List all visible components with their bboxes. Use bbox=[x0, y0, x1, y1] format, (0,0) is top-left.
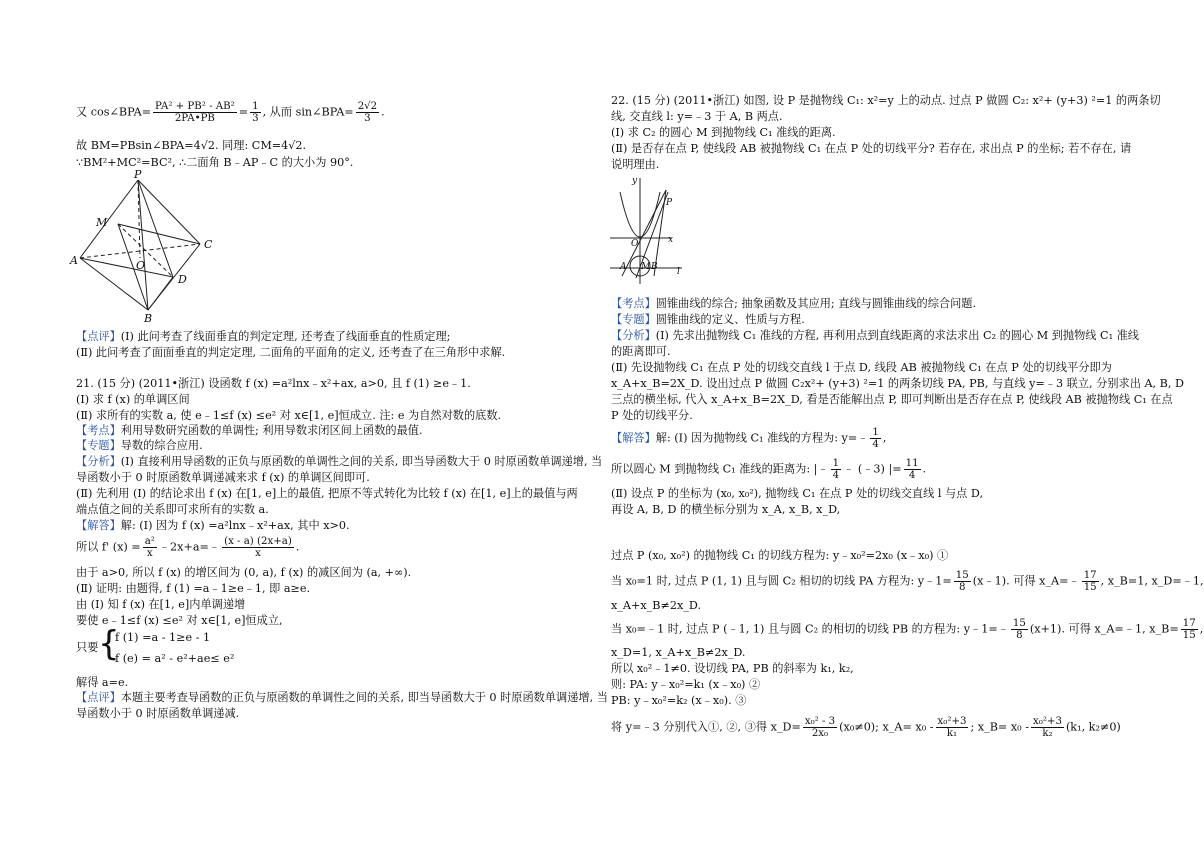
q21-proof: (Ⅱ) 证明: 由题得, f (1) =a﹣1≥e﹣1, 即 a≥e. bbox=[76, 582, 311, 595]
bm-line: 故 BM=PBsin∠BPA=4√2. 同理: CM=4√2. bbox=[76, 139, 307, 152]
fraction bbox=[1031, 716, 1064, 739]
label-p: P bbox=[134, 168, 142, 181]
denominator: 4 bbox=[908, 470, 916, 481]
numerator: 1 bbox=[872, 427, 879, 438]
text: 当 x₀=1 时, 过点 P (1, 1) 且与圆 C₂ 相切的切线 PA 方程为: y﹣1= bbox=[611, 574, 952, 588]
label-x: x bbox=[668, 235, 674, 245]
denominator: x bbox=[255, 548, 261, 559]
fraction bbox=[1011, 618, 1028, 641]
text: 解: (Ⅰ) 因为 f (x) =a²lnx﹣x²+ax, 其中 x>0. bbox=[120, 519, 350, 532]
denominator: x bbox=[146, 548, 153, 559]
edge bbox=[148, 277, 173, 310]
q22-zhuanti bbox=[611, 312, 805, 327]
text: 当 x₀=﹣1 时, 过点 P (﹣1, 1) 且与圆 C₂ 的相切的切线 PB 的方程为: y﹣1=﹣ bbox=[611, 622, 1009, 636]
text: , bbox=[882, 431, 887, 445]
fraction bbox=[803, 716, 837, 739]
text: (Ⅰ) 直接利用导函数的正负与原函数的单调性之间的关系, 即当导函数大于 0 时原函数单调递增, 当 bbox=[120, 455, 603, 468]
text: , bbox=[1199, 622, 1204, 636]
label-l: l bbox=[677, 267, 680, 277]
numerator: 17 bbox=[1182, 618, 1196, 629]
fraction bbox=[954, 570, 971, 593]
denominator: 15 bbox=[1083, 582, 1097, 593]
q22-title-2: 线, 交直线 l: y=﹣3 于 A, B 两点. bbox=[611, 110, 783, 123]
fraction bbox=[356, 101, 379, 124]
tag: 【专题】 bbox=[611, 313, 656, 326]
denominator: 8 bbox=[1016, 630, 1023, 641]
q22-jieda-6 bbox=[611, 570, 1204, 593]
fraction bbox=[831, 458, 841, 481]
denominator: 3 bbox=[364, 113, 371, 124]
q21-zhuanti bbox=[76, 438, 203, 453]
q21-comment-1 bbox=[76, 690, 608, 705]
q22-jieda-3: (Ⅱ) 设点 P 的坐标为 (x₀, x₀²), 抛物线 C₁ 在点 P 处的切线交直线 l 与点 D, bbox=[611, 487, 984, 500]
fraction bbox=[936, 716, 969, 739]
q22-part2: (Ⅱ) 是否存在点 P, 使线段 AB 被抛物线 C₁ 在点 P 处的切线平分? 若存在, 求出点 P 的坐标; 若不存在, 请 bbox=[611, 142, 1132, 155]
fraction bbox=[1082, 570, 1099, 593]
fraction bbox=[250, 101, 260, 124]
text: (k₁, k₂≠0) bbox=[1065, 720, 1121, 734]
numerator: 2√2 bbox=[357, 101, 378, 112]
label-a: A bbox=[70, 254, 78, 267]
pyramid-figure bbox=[70, 170, 220, 325]
q21-comment-2: 导函数小于 0 时原函数单调递减. bbox=[76, 707, 240, 720]
q22-fenxi-6: P 处的切线平分. bbox=[611, 409, 693, 422]
text: 所以 f' (x) = bbox=[76, 540, 141, 554]
q22-jieda-7: x_A+x_B≠2x_D. bbox=[611, 599, 702, 612]
numerator: 1 bbox=[832, 458, 840, 469]
q21-part2: (Ⅱ) 求所有的实数 a, 使 e﹣1≤f (x) ≤e² 对 x∈[1, e]恒成立. 注: e 为自然对数的底数. bbox=[76, 409, 502, 422]
q21-fenxi-3: (Ⅱ) 先利用 (Ⅰ) 的结论求出 f (x) 在[1, e]上的最值, 把原不等式转化为比较 f (x) 在[1, e]上的最值与两 bbox=[76, 487, 578, 500]
q21-mono: 由 (Ⅰ) 知 f (x) 在[1, e]内单调递增 bbox=[76, 598, 246, 611]
fraction bbox=[904, 458, 921, 481]
numerator: 11 bbox=[905, 458, 919, 469]
label-p: P bbox=[666, 198, 673, 208]
q22-fenxi-4: x_A+x_B=2X_D. 设出过点 P 做圆 C₂x²+ (y+3) ²=1 的两条切线 PA, PB, 与直线 y=﹣3 联立, 分别求出 A, B, D bbox=[611, 377, 1184, 390]
q22-jieda-10: 所以 x₀²﹣1≠0. 设切线 PA, PB 的斜率为 k₁, k₂, bbox=[611, 662, 854, 675]
fraction bbox=[870, 427, 880, 450]
system-brace: { bbox=[98, 624, 120, 664]
q22-fenxi-5: 三点的横坐标, 代入 x_A+x_B=2X_D, 看是否能解出点 P, 即可判断出是否存在点 P, 使线段 AB 被抛物线 C₁ 在点 bbox=[611, 393, 1173, 406]
denominator: 4 bbox=[832, 470, 840, 481]
text: = bbox=[238, 105, 249, 119]
q22-jieda-13 bbox=[611, 716, 1121, 739]
q21-jieda-1 bbox=[76, 518, 350, 533]
dihedral-line: ∵BM²+MC²=BC², ∴二面角 B﹣AP﹣C 的大小为 90°. bbox=[76, 156, 354, 169]
numerator: 15 bbox=[955, 570, 969, 581]
q21-condition: 要使 e﹣1≤f (x) ≤e² 对 x∈[1, e]恒成立, bbox=[76, 614, 283, 627]
denominator: 4 bbox=[872, 439, 879, 450]
q22-fenxi-3: (Ⅱ) 先设抛物线 C₁ 在点 P 处的切线交直线 l 于点 D, 线段 AB 被抛物线 C₁ 在点 P 处的切线平分即为 bbox=[611, 361, 1112, 374]
text: , x_B=1, x_D=﹣1, bbox=[1100, 574, 1204, 588]
denominator: 15 bbox=[1182, 630, 1196, 641]
comment-line-2: (Ⅱ) 此问考查了面面垂直的判定定理, 二面角的平面角的定义, 还考查了在三角形中求解. bbox=[76, 346, 506, 359]
q21-part1: (Ⅰ) 求 f (x) 的单调区间 bbox=[76, 393, 190, 406]
text: 本题主要考查导函数的正负与原函数的单调性之间的关系, 即当导函数大于 0 时原函数单调递增, 当 bbox=[120, 691, 608, 704]
fraction bbox=[1181, 618, 1198, 641]
q21-kaodian bbox=[76, 423, 423, 438]
numerator: 17 bbox=[1083, 570, 1097, 581]
text: . bbox=[381, 105, 385, 119]
q21-fenxi-4: 端点值之间的关系即可求所有的实数 a. bbox=[76, 503, 269, 516]
denominator: k₁ bbox=[946, 728, 958, 739]
text: , 从而 sin∠BPA= bbox=[262, 105, 354, 119]
denominator: 2x₀ bbox=[811, 728, 829, 739]
text: (Ⅰ) 先求出抛物线 C₁ 准线的方程, 再利用点到直线距离的求法求出 C₂ 的圆心 M 到抛物线 C₁ 准线 bbox=[655, 329, 1139, 342]
q21-fenxi-2: 导函数小于 0 时原函数单调递减来求 f (x) 的单调区间即可. bbox=[76, 471, 370, 484]
numerator: x₀² - 3 bbox=[804, 716, 836, 727]
comment-line-1 bbox=[76, 329, 450, 344]
label-c: C bbox=[204, 238, 213, 251]
label-y: y bbox=[632, 176, 638, 186]
parabola-figure bbox=[606, 172, 696, 287]
denominator: k₂ bbox=[1042, 728, 1053, 739]
q22-part1: (Ⅰ) 求 C₂ 的圆心 M 到抛物线 C₁ 准线的距离. bbox=[611, 126, 836, 139]
edge bbox=[80, 180, 138, 258]
text: (Ⅰ) 此问考查了线面垂直的判定定理, 还考查了线面垂直的性质定理; bbox=[120, 330, 451, 343]
label-b: B bbox=[144, 312, 153, 325]
q22-jieda-1 bbox=[611, 427, 886, 450]
text: 利用导数研究函数的单调性; 利用导数求闭区间上函数的最值. bbox=[120, 424, 423, 437]
q22-jieda-11: 则: PA: y﹣x₀²=k₁ (x﹣x₀) ② bbox=[611, 678, 761, 691]
fraction bbox=[153, 101, 237, 124]
cos-formula-line bbox=[76, 101, 385, 124]
tag: 【考点】 bbox=[76, 424, 121, 437]
edge bbox=[138, 180, 200, 244]
label-o: O bbox=[136, 259, 146, 272]
label-o: O bbox=[631, 239, 639, 249]
text: 将 y=﹣3 分别代入①, ②, ③得 x_D= bbox=[611, 720, 801, 734]
label-d: D bbox=[178, 273, 187, 286]
numerator: x₀²+3 bbox=[1033, 716, 1062, 727]
q22-part2b: 说明理由. bbox=[611, 158, 660, 171]
label-a: A bbox=[620, 262, 627, 272]
text: ; x_B= x₀ - bbox=[970, 720, 1029, 734]
fraction bbox=[222, 536, 294, 559]
label-b: B bbox=[651, 262, 658, 272]
hidden-edge bbox=[118, 224, 173, 277]
q22-fenxi-1 bbox=[611, 328, 1139, 343]
system-eq-2: f (e) = a² - e²+ae≤ e² bbox=[115, 652, 235, 665]
numerator: x₀²+3 bbox=[937, 716, 967, 727]
text: 圆锥曲线的定义、性质与方程. bbox=[655, 313, 805, 326]
text: (x₀≠0); x_A= x₀ - bbox=[839, 720, 934, 734]
numerator: 1 bbox=[252, 101, 259, 112]
numerator: a² bbox=[144, 536, 155, 547]
denominator: 2PA•PB bbox=[174, 113, 215, 124]
text: 导数的综合应用. bbox=[120, 439, 203, 452]
q22-fenxi-2: 的距离即可. bbox=[611, 345, 671, 358]
text: (x+1). 可得 x_A=﹣1, x_B= bbox=[1029, 622, 1179, 636]
edge bbox=[80, 258, 173, 277]
label-m: M bbox=[96, 216, 108, 229]
text: . bbox=[295, 540, 300, 554]
q21-derivative bbox=[76, 536, 299, 559]
q22-jieda-2 bbox=[611, 458, 926, 481]
text: 圆锥曲线的综合; 抽象函数及其应用; 直线与圆锥曲线的综合问题. bbox=[655, 297, 977, 310]
q21-zhiyao: 只要 bbox=[76, 641, 99, 654]
q22-jieda-4: 再设 A, B, D 的横坐标分别为 x_A, x_B, x_D, bbox=[611, 503, 841, 516]
q22-jieda-5: 过点 P (x₀, x₀²) 的抛物线 C₁ 的切线方程为: y﹣x₀²=2x₀ (x﹣x₀) ① bbox=[611, 549, 949, 562]
fraction bbox=[143, 536, 157, 559]
q22-jieda-8 bbox=[611, 618, 1203, 641]
text: . bbox=[922, 462, 927, 476]
q22-jieda-9: x_D=1, x_A+x_B≠2x_D. bbox=[611, 646, 746, 659]
text: 又 cos∠BPA= bbox=[76, 105, 152, 119]
tag: 【点评】 bbox=[76, 691, 121, 704]
numerator: PA² + PB² - AB² bbox=[155, 101, 235, 112]
numerator: (x - a) (2x+a) bbox=[224, 536, 292, 547]
tag: 【解答】 bbox=[76, 519, 121, 532]
text: (x﹣1). 可得 x_A=﹣ bbox=[972, 574, 1080, 588]
tag: 【分析】 bbox=[76, 455, 121, 468]
tag: 【分析】 bbox=[611, 329, 656, 342]
q21-answer: 解得 a=e. bbox=[76, 676, 129, 689]
tag: 【考点】 bbox=[611, 297, 656, 310]
tag: 【解答】 bbox=[611, 431, 656, 445]
tag: 【点评】 bbox=[76, 330, 121, 343]
numerator: 15 bbox=[1012, 618, 1026, 629]
label-m: M bbox=[641, 262, 651, 272]
q21-interval: 由于 a>0, 所以 f (x) 的增区间为 (0, a), f (x) 的减区间为 (a, +∞). bbox=[76, 566, 412, 579]
text: 所以圆心 M 到抛物线 C₁ 准线的距离为: |﹣ bbox=[611, 462, 829, 476]
q21-fenxi-1 bbox=[76, 454, 602, 469]
tag: 【专题】 bbox=[76, 439, 121, 452]
q22-jieda-12: PB: y﹣x₀²=k₂ (x﹣x₀). ③ bbox=[611, 694, 747, 707]
text: 解: (Ⅰ) 因为抛物线 C₁ 准线的方程为: y=﹣ bbox=[655, 431, 869, 445]
text: ﹣ (﹣3) |= bbox=[843, 462, 902, 476]
system-eq-1: f (1) =a - 1≥e - 1 bbox=[115, 631, 211, 644]
q22-kaodian bbox=[611, 296, 976, 311]
denominator: 3 bbox=[252, 113, 259, 124]
denominator: 8 bbox=[959, 582, 966, 593]
q21-title: 21. (15 分) (2011•浙江) 设函数 f (x) =a²lnx﹣x²+ax, a>0, 且 f (1) ≥e﹣1. bbox=[76, 377, 471, 390]
edge bbox=[118, 224, 200, 244]
text: ﹣2x+a=﹣ bbox=[158, 540, 221, 554]
q22-title: 22. (15 分) (2011•浙江) 如图, 设 P 是抛物线 C₁: x²=y 上的动点. 过点 P 做圆 C₂: x²+ (y+3) ²=1 的两条切 bbox=[611, 94, 1161, 107]
